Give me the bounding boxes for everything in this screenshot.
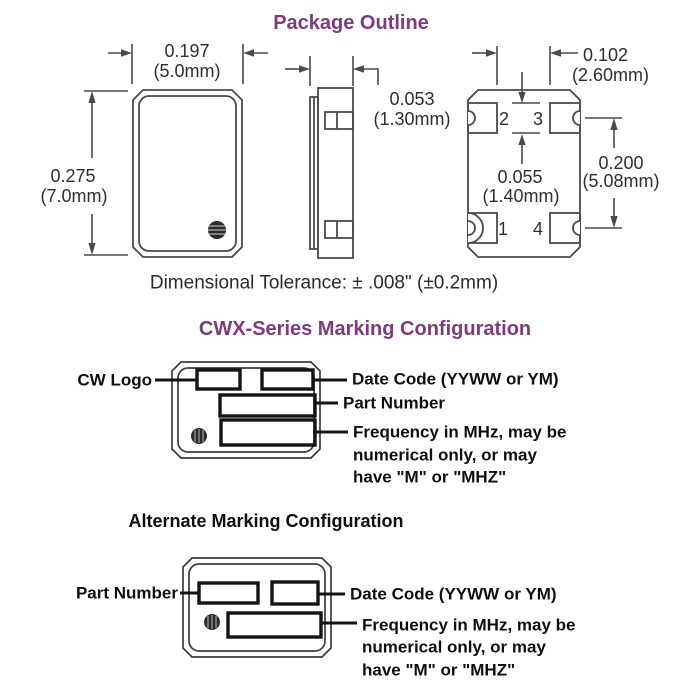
marking-diagram	[155, 362, 348, 458]
side-pad-bottom	[325, 221, 353, 238]
alt-pin1-dot-icon	[204, 614, 220, 630]
lead-width-inches: 0.102	[583, 45, 629, 65]
marking-leader-lines	[155, 380, 348, 432]
castellation-pad4	[573, 221, 580, 235]
alt-frequency-label-line1: Frequency in MHz, may be	[362, 615, 576, 635]
part-number-label: Part Number	[343, 393, 446, 413]
pad-number-4: 4	[532, 219, 544, 239]
lead-span-mm: (5.08mm)	[582, 171, 660, 191]
side-thickness-dimension	[285, 56, 378, 86]
alt-frequency-label-line2: numerical only, or may	[362, 637, 546, 657]
part-number-box	[220, 395, 315, 416]
alt-date-code-box	[272, 582, 318, 604]
date-code-box	[262, 370, 313, 389]
pad-number-2: 2	[498, 109, 510, 129]
alt-frequency-box	[228, 613, 321, 637]
castellation-pad2	[468, 111, 475, 125]
front-width-inches: 0.197	[164, 41, 210, 61]
side-pad-top	[325, 112, 353, 129]
front-height-inches: 0.275	[50, 166, 96, 186]
alt-marking-title: Alternate Marking Configuration	[128, 511, 404, 531]
pad-number-3: 3	[532, 109, 544, 129]
castellation-pad1	[468, 221, 475, 235]
frequency-label-line1: Frequency in MHz, may be	[353, 422, 567, 442]
alt-part-number-box	[199, 583, 258, 603]
marking-pin1-dot-icon	[191, 428, 207, 444]
tolerance-note: Dimensional Tolerance: ± .008" (±0.2mm)	[149, 272, 499, 294]
lead-width-mm: (2.60mm)	[572, 65, 650, 85]
frequency-label-line2: numerical only, or may	[353, 445, 537, 465]
front-width-mm: (5.0mm)	[153, 61, 221, 81]
alt-marking-diagram	[180, 558, 357, 657]
lead-width-dimension	[472, 46, 578, 85]
frequency-box	[221, 420, 315, 445]
pad-number-1: 1	[497, 219, 509, 239]
front-pin1-dot-icon	[208, 221, 226, 239]
cw-logo-label: CW Logo	[77, 370, 152, 390]
alt-frequency-label-line3: have "M" or "MHZ"	[362, 660, 516, 680]
marking-title: CWX-Series Marking Configuration	[198, 318, 532, 340]
alt-part-number-label: Part Number	[75, 583, 178, 603]
lead-length-mm: (1.40mm)	[482, 186, 560, 206]
page-title: Package Outline	[273, 12, 429, 34]
side-thickness-mm: (1.30mm)	[373, 109, 451, 129]
side-view	[310, 88, 353, 258]
cw-logo-box	[197, 370, 240, 389]
alt-date-code-label: Date Code (YYWW or YM)	[350, 584, 557, 604]
date-code-label: Date Code (YYWW or YM)	[352, 369, 559, 389]
frequency-label-line3: have "M" or "MHZ"	[353, 467, 507, 487]
alt-package-outline	[183, 558, 331, 657]
castellation-pad3	[573, 111, 580, 125]
front-height-mm: (7.0mm)	[40, 186, 108, 206]
side-thickness-inches: 0.053	[389, 89, 435, 109]
side-body	[318, 88, 353, 258]
lead-span-inches: 0.200	[598, 153, 644, 173]
lead-length-inches: 0.055	[497, 167, 543, 187]
